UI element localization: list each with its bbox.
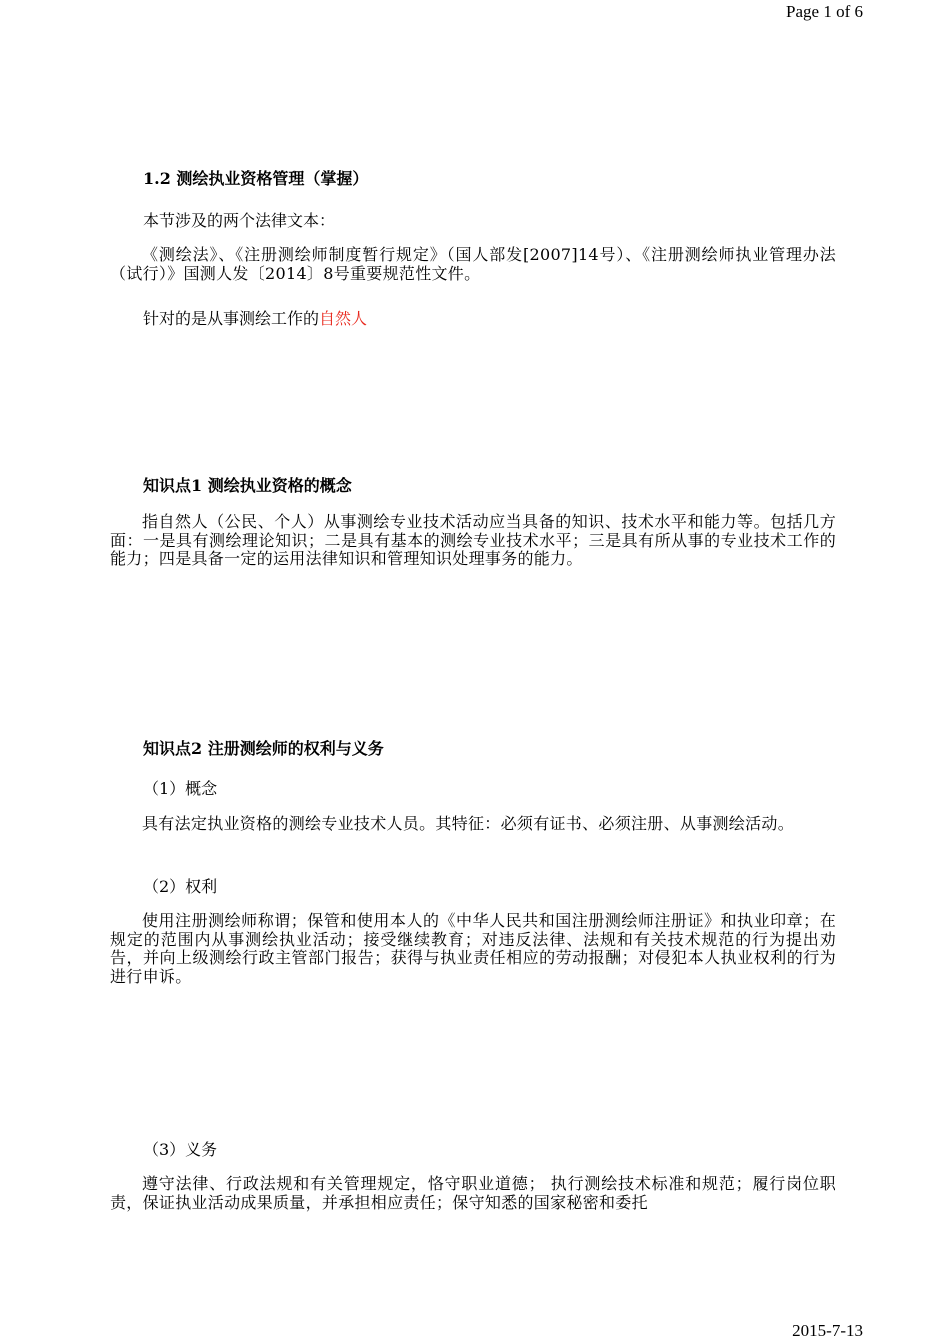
concept-label: （1）概念 (143, 779, 218, 798)
rights-body: 使用注册测绘师称谓；保管和使用本人的《中华人民共和国注册测绘师注册证》和执业印章；在规定的范围内从事测绘执业活动；接受继续教育；对违反法律、法规和有关技术规范的行为提出劝告，并向上级测绘行政主管部门报告；获得与执业责任相应的劳动报酬；对侵犯本人执业权利的行为进行申诉。 (110, 911, 836, 986)
point1-body: 指自然人（公民、个人）从事测绘专业技术活动应当具备的知识、技术水平和能力等。包括几方面：一是具有测绘理论知识；二是具有基本的测绘专业技术水平；三是具有所从事的专业技术工作的能力；四是具备一定的运用法律知识和管理知识处理事务的能力。 (110, 512, 836, 568)
target-prefix: 针对的是从事测绘工作的 (143, 309, 320, 328)
laws-paragraph: 《测绘法》、《注册测绘师制度暂行规定》（国人部发[2007]14号）、《注册测绘师执业管理办法（试行）》国测人发〔2014〕8号重要规范性文件。 (110, 245, 836, 283)
concept-body: 具有法定执业资格的测绘专业技术人员。其特征：必须有证书、必须注册、从事测绘活动。 (142, 814, 795, 833)
point2-title: 知识点2 注册测绘师的权利与义务 (143, 739, 384, 758)
rights-label: （2）权利 (143, 877, 218, 896)
page-number: Page 1 of 6 (786, 2, 863, 21)
point1-title: 知识点1 测绘执业资格的概念 (143, 476, 352, 495)
section-intro: 本节涉及的两个法律文本： (143, 211, 336, 230)
duties-body: 遵守法律、行政法规和有关管理规定，恪守职业道德； 执行测绘技术标准和规范；履行岗位职责，保证执业活动成果质量，并承担相应责任；保守知悉的国家秘密和委托 (110, 1174, 836, 1212)
target-highlight: 自然人 (319, 309, 368, 328)
section-title: 1.2 测绘执业资格管理（掌握） (143, 169, 369, 188)
target-paragraph (143, 306, 843, 329)
footer-date: 2015-7-13 (792, 1321, 863, 1340)
duties-label: （3）义务 (143, 1140, 218, 1159)
